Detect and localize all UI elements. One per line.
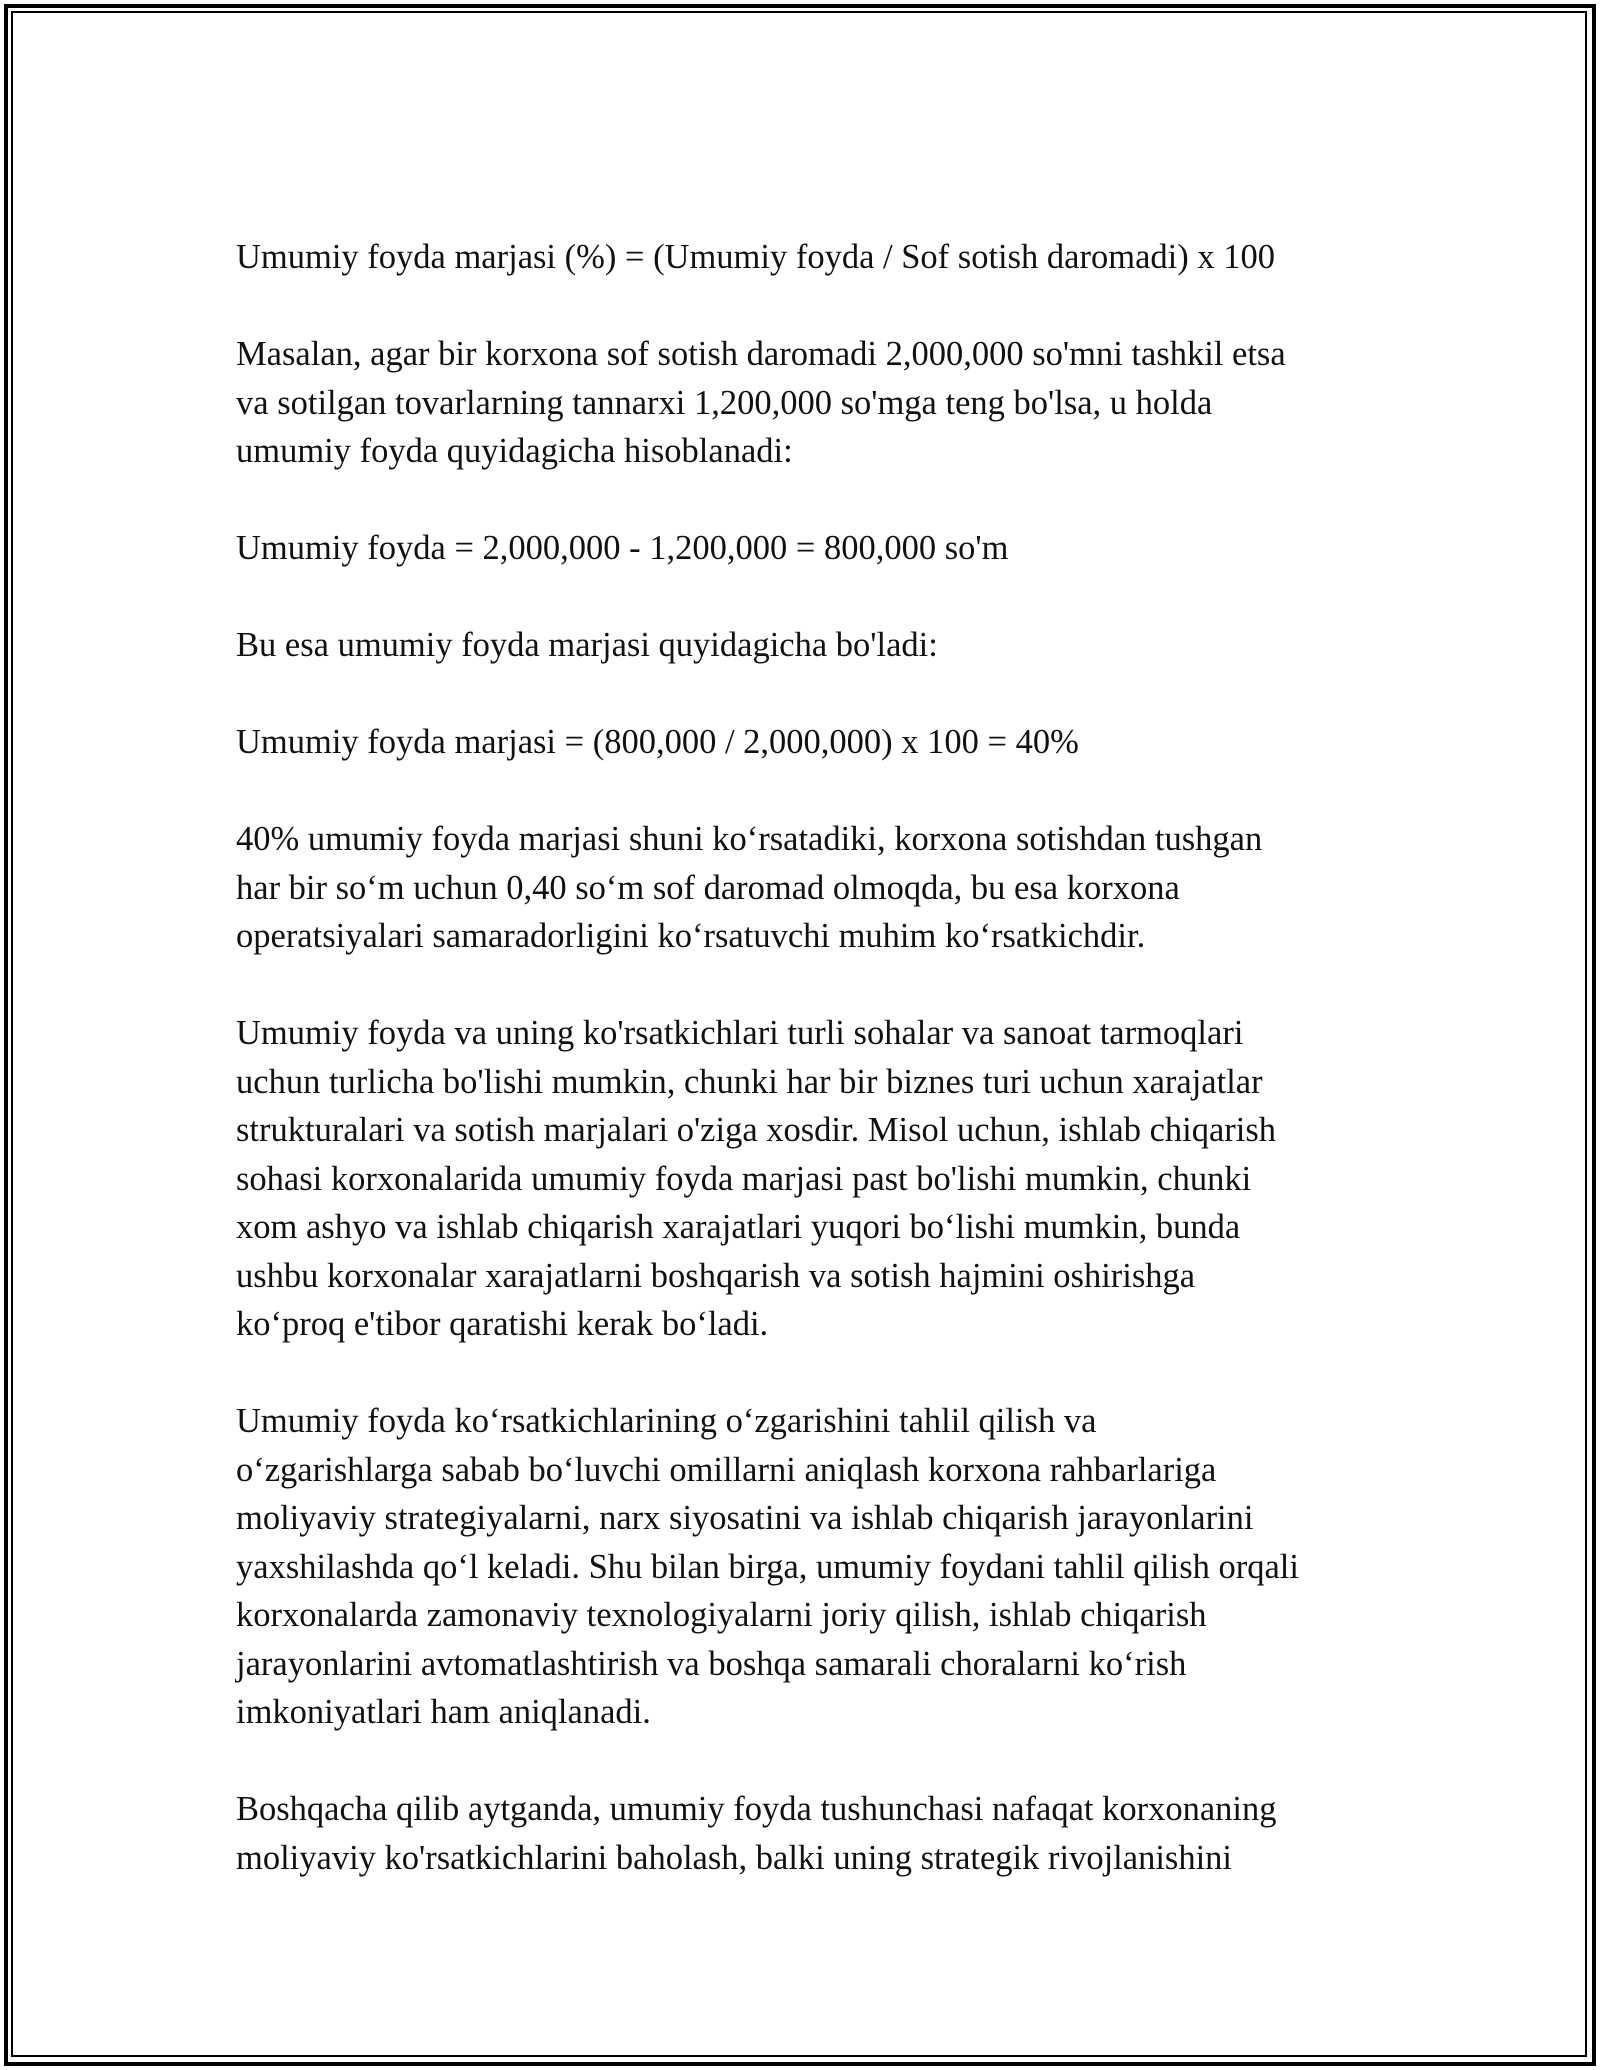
formula-gross-margin: Umumiy foyda marjasi (%) = (Umumiy foyda / Sof sotish daromadi) x 100 [236,238,1275,276]
document-body [236,233,1386,1931]
paragraph-analysis-benefits: Umumiy foyda ko‘rsatkichlarining o‘zgarishini tahlil qilish va o‘zgarishlarga sabab bo‘luvchi omillarni aniqlash korxona rahbarlariga moliyaviy strategiyalarni, narx siyosatini va ishlab chiqarish jarayonlarini yaxshilashda qo‘l keladi. Shu bilan birga, umumiy foydani tahlil qilish orqali korxonalarda zamonaviy texnologiyalarni joriy qilish, ishlab chiqarish jarayonlarini avtomatlashtirish va boshqa samarali choralarni ko‘rish imkoniyatlari ham aniqlanadi. [236,1402,1299,1731]
paragraph-conclusion: Boshqacha qilib aytganda, umumiy foyda tushunchasi nafaqat korxonaning moliyaviy ko'rsatkichlarini baholash, balki uning strategik rivojlanishini [236,1790,1277,1877]
paragraph-industry-differences: Umumiy foyda va uning ko'rsatkichlari turli sohalar va sanoat tarmoqlari uchun turlicha bo'lishi mumkin, chunki har bir biznes turi uchun xarajatlar strukturalari va sotish marjalari o'ziga xosdir. Misol uchun, ishlab chiqarish sohasi korxonalarida umumiy foyda marjasi past bo'lishi mumkin, chunki xom ashyo va ishlab chiqarish xarajatlari yuqori bo‘lishi mumkin, bunda ushbu korxonalar xarajatlarni boshqarish va sotish hajmini oshirishga ko‘proq e'tibor qaratishi kerak bo‘ladi. [236,1014,1277,1343]
paragraph-margin-intro: Bu esa umumiy foyda marjasi quyidagicha bo'ladi: [236,626,938,664]
paragraph-margin-meaning: 40% umumiy foyda marjasi shuni ko‘rsatadiki, korxona sotishdan tushgan har bir so‘m uchun 0,40 so‘m sof daromad olmoqda, bu esa korxona operatsiyalari samaradorligini ko‘rsatuvchi muhim ko‘rsatkichdir. [236,820,1263,955]
formula-margin-result: Umumiy foyda marjasi = (800,000 / 2,000,000) x 100 = 40% [236,723,1079,761]
paragraph-example-intro: Masalan, agar bir korxona sof sotish daromadi 2,000,000 so'mni tashkil etsa va sotilgan tovarlarning tannarxi 1,200,000 so'mga teng bo'lsa, u holda umumiy foyda quyidagicha hisoblanadi: [236,335,1286,470]
formula-gross-profit: Umumiy foyda = 2,000,000 - 1,200,000 = 800,000 so'm [236,529,1009,567]
